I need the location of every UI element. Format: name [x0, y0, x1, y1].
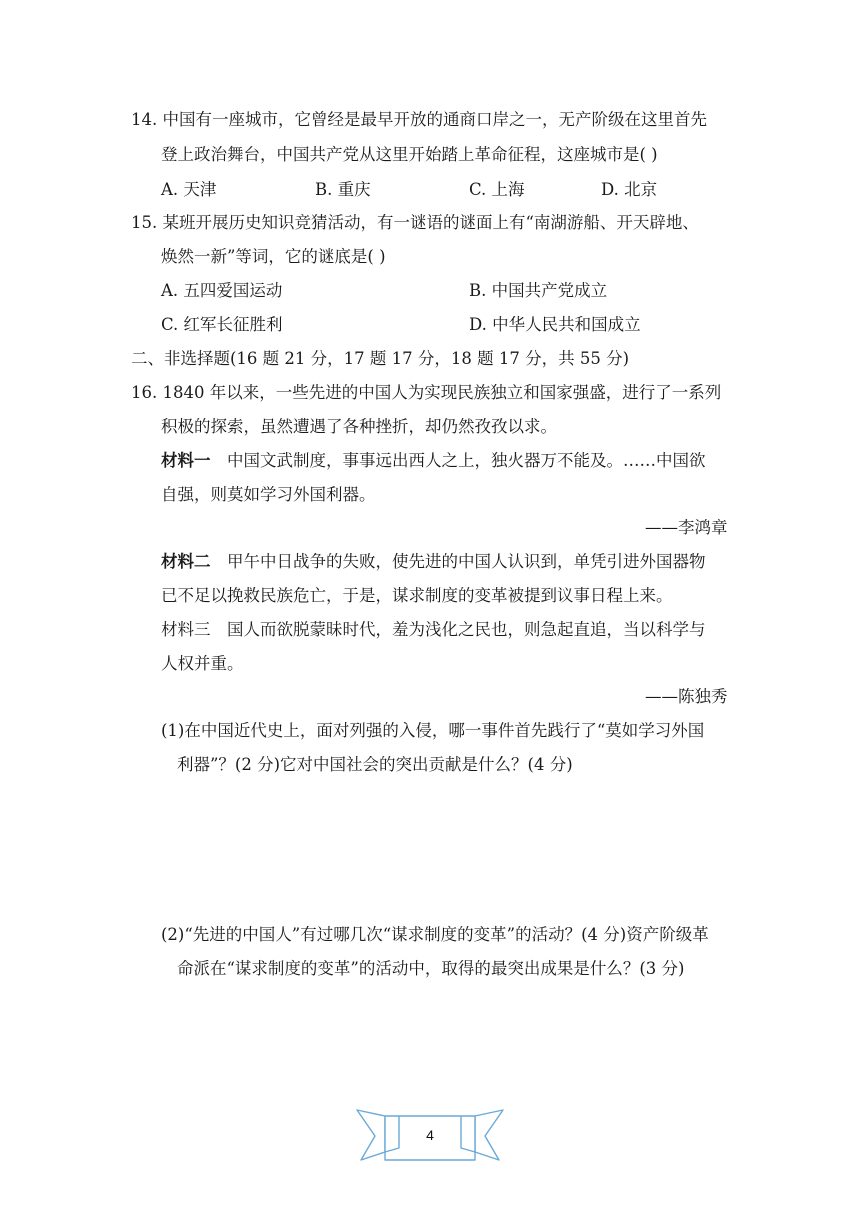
material-three-text: 国人而欲脱蒙昧时代，羞为浅化之民也，则急起直追，当以科学与	[227, 620, 706, 639]
material-two-label: 材料二	[161, 552, 211, 571]
material-three-line2: 人权并重。	[161, 654, 244, 673]
q14-line2: 登上政治舞台，中国共产党从这里开始踏上革命征程，这座城市是( )	[161, 145, 658, 164]
material-one-line2: 自强，则莫如学习外国利器。	[161, 485, 376, 504]
section-two-heading: 二、非选择题(16 题 21 分，17 题 17 分，18 题 17 分，共 55 分)	[131, 349, 630, 368]
q15-option-c: C. 红军长征胜利	[161, 315, 283, 334]
sub-question-1-line1: (1)在中国近代史上，面对列强的入侵，哪一事件首先践行了“莫如学习外国	[161, 721, 705, 740]
q15-line1: 15. 某班开展历史知识竞猜活动，有一谜语的谜面上有“南湖游船、开天辟地、	[131, 213, 699, 232]
sub-question-2-line1: (2)“先进的中国人”有过哪几次“谋求制度的变革”的活动？(4 分)资产阶级革	[161, 925, 709, 944]
q14-option-a: A. 天津	[161, 180, 217, 199]
material-two-text: 甲午中日战争的失败，使先进的中国人认识到，单凭引进外国器物	[227, 552, 706, 571]
material-two-line2: 已不足以挽救民族危亡，于是，谋求制度的变革被提到议事日程上来。	[161, 586, 673, 605]
material-three-source: ——陈独秀	[645, 687, 728, 706]
page-number: 4	[426, 1127, 434, 1143]
q15-line2: 焕然一新”等词，它的谜底是( )	[161, 247, 386, 266]
q15-option-d: D. 中华人民共和国成立	[469, 315, 641, 334]
material-three-label: 材料三	[161, 620, 211, 639]
material-two	[161, 552, 706, 572]
q14-option-c: C. 上海	[469, 180, 525, 199]
material-one-label: 材料一	[161, 451, 211, 470]
material-one-source: ——李鸿章	[645, 518, 728, 537]
material-three	[161, 620, 706, 640]
q14-option-b: B. 重庆	[315, 180, 371, 199]
sub-question-2-line2: 命派在“谋求制度的变革”的活动中，取得的最突出成果是什么？(3 分)	[177, 959, 685, 978]
q16-line1: 16. 1840 年以来，一些先进的中国人为实现民族独立和国家强盛，进行了一系列	[131, 383, 722, 402]
q16-line2: 积极的探索，虽然遭遇了各种挫折，却仍然孜孜以求。	[161, 417, 557, 436]
q15-option-b: B. 中国共产党成立	[469, 281, 608, 300]
q15-option-a: A. 五四爱国运动	[161, 281, 283, 300]
q14-option-d: D. 北京	[601, 180, 658, 199]
sub-question-1-line2: 利器”？(2 分)它对中国社会的突出贡献是什么？(4 分)	[177, 755, 573, 774]
material-one	[161, 451, 706, 471]
material-one-text: 中国文武制度，事事远出西人之上，独火器万不能及。……中国欲	[227, 451, 706, 470]
q14-line1: 14. 中国有一座城市，它曾经是最早开放的通商口岸之一，无产阶级在这里首先	[131, 110, 707, 129]
